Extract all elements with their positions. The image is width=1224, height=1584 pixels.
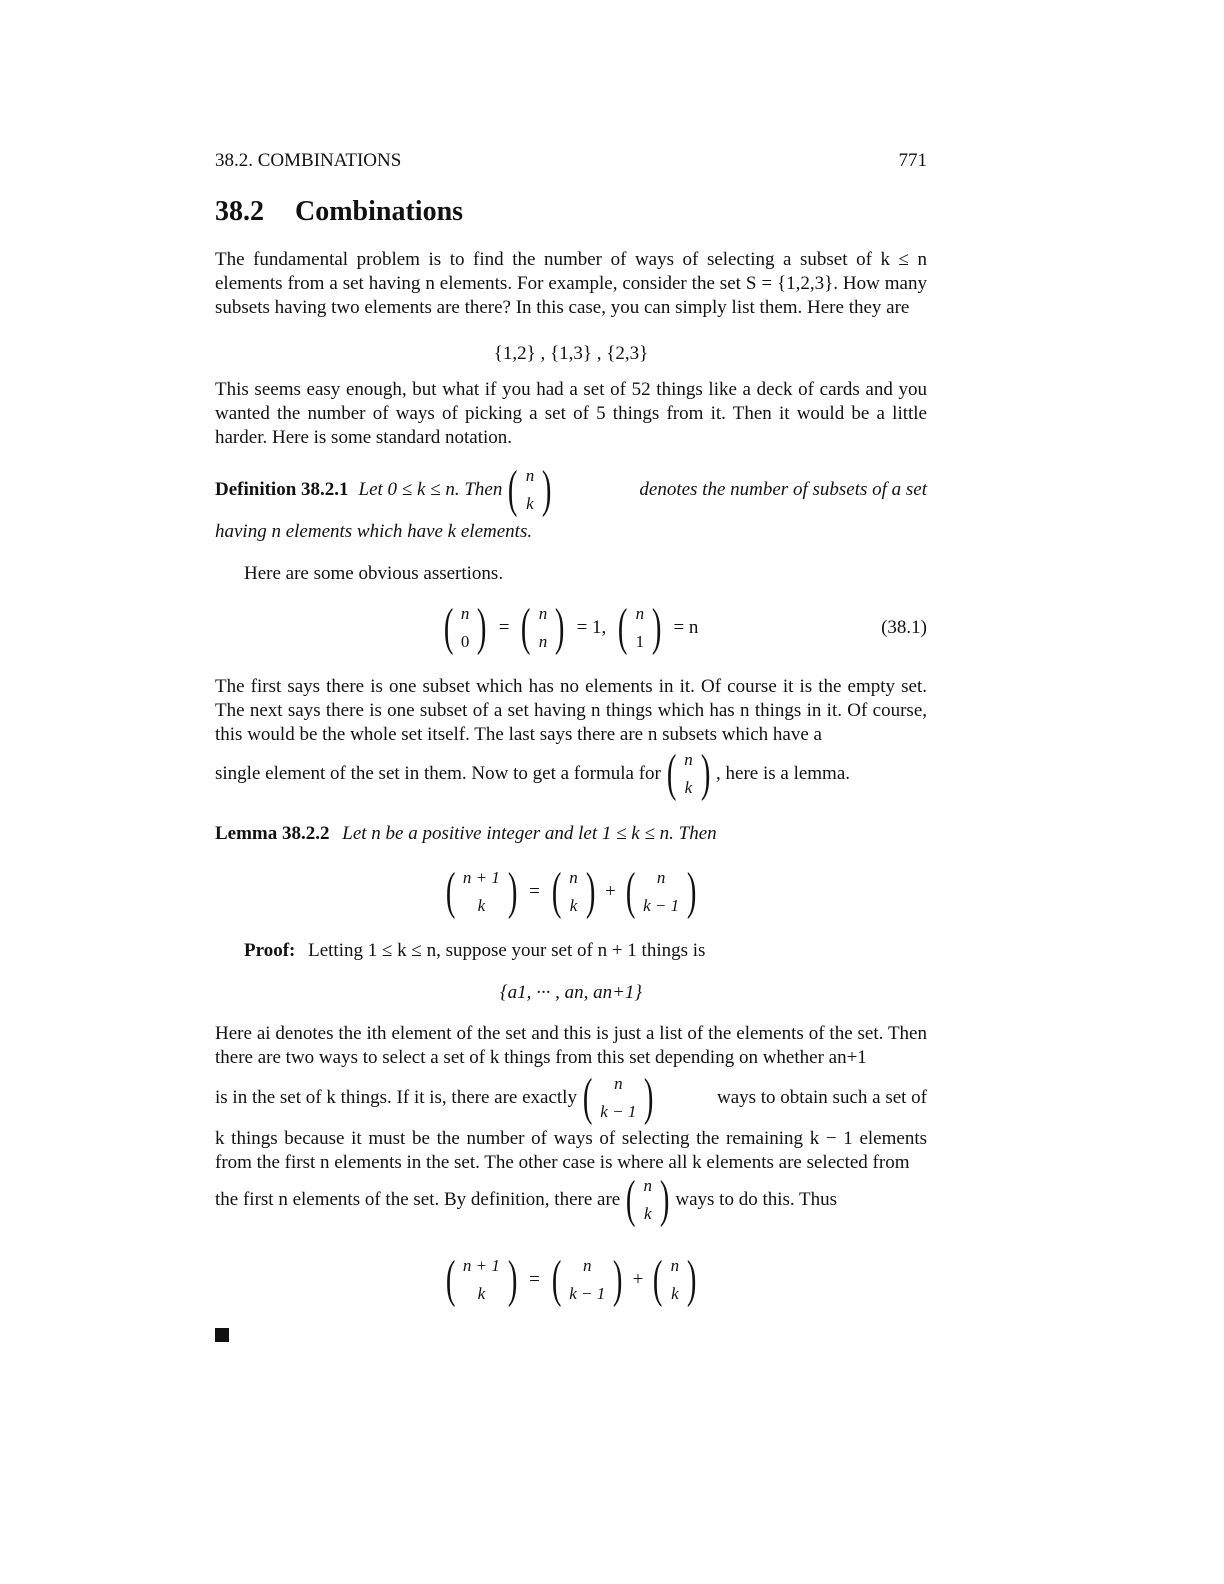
proof-label: Proof: (244, 940, 296, 961)
proof-line-b: the first n elements of the set. By definition, there are ( n k ) ways to do this. Thus (215, 1171, 838, 1228)
binomial-n-n: ( n n ) (521, 599, 565, 656)
lemma-label: Lemma 38.2.2 (215, 823, 330, 844)
section-heading (215, 196, 463, 228)
equation-38-1: ( n 0 ) = ( n n ) = 1, ( n 1 ) = n (215, 598, 927, 658)
intro-paragraph-2: This seems easy enough, but what if you had a set of 52 things like a deck of cards and you wanted the number of ways of picking a set of 5 things from it. Then it would be a little harder. Here is some standard notation. (215, 379, 927, 448)
definition-line-2: having n elements which have k elements. (215, 521, 533, 542)
definition-after: denotes the number of subsets of a set (639, 479, 927, 500)
definition-label: Definition 38.2.1 (215, 479, 349, 500)
intro-paragraph: The fundamental problem is to find the number of ways of selecting a subset of k ≤ n elements from a set having n elements. For example, consider the set S = {1,2,3}. How many subsets having two elements are there? In this case, you can simply list them. Here they are (215, 249, 927, 318)
section-title: Combinations (295, 196, 464, 227)
proof-equation: ( n + 1 k ) = ( n k − 1 ) + ( n k ) (445, 1251, 697, 1308)
definition-line (215, 462, 927, 518)
lemma-text: Let n be a positive integer and let 1 ≤ k ≤ n. Then (342, 823, 717, 844)
proof-paragraph-2: k things because it must be the number of ways of selecting the remaining k − 1 elements from the first n elements in the set. The other case is where all k elements are selected from (215, 1128, 927, 1173)
proof-paragraph-1: Here ai denotes the ith element of the set and this is just a list of the elements of the set. Then there are two ways to select a set of k things from this set depending on whether an+1 (215, 1023, 927, 1068)
binomial-n-0: ( n 0 ) (443, 599, 487, 656)
binomial-n-1: ( n 1 ) (618, 599, 662, 656)
qed-square-icon (215, 1328, 229, 1342)
assertions-intro: Here are some obvious assertions. (244, 563, 504, 584)
section-number: 38.2 (215, 196, 264, 227)
header-section-label: 38.2. COMBINATIONS (215, 150, 402, 171)
lemma-equation: ( n + 1 k ) = ( n k ) + ( n k − 1 ) (445, 863, 697, 920)
explanation-last-line: single element of the set in them. Now to get a formula for ( n k ) , here is a lemma. (215, 745, 851, 802)
element-set: {a1, ··· , an, an+1} (499, 982, 643, 1003)
binomial-n-k: ( n k ) (508, 461, 552, 518)
proof-line-a: is in the set of k things. If it is, there are exactly ( n k − 1 ) ways to obtain such a set of (215, 1069, 927, 1126)
page-number: 771 (898, 150, 927, 171)
lemma-statement (215, 822, 927, 846)
equation-number: (38.1) (881, 617, 927, 638)
running-header (215, 150, 927, 172)
binomial-n-k-inline: ( n k ) (666, 745, 711, 802)
definition-lead: Let 0 ≤ k ≤ n. Then (358, 479, 503, 500)
explanation-paragraph: The first says there is one subset which has no elements in it. Of course it is the empty set. The next says there is one subset of a set having n things which has n things in it. Of course, this would be the whole set itself. The last says there are n subsets which have a (215, 676, 927, 745)
proof-intro: Proof: Letting 1 ≤ k ≤ n, suppose your set of n + 1 things is (244, 940, 706, 961)
subset-list: {1,2} , {1,3} , {2,3} (493, 343, 649, 364)
